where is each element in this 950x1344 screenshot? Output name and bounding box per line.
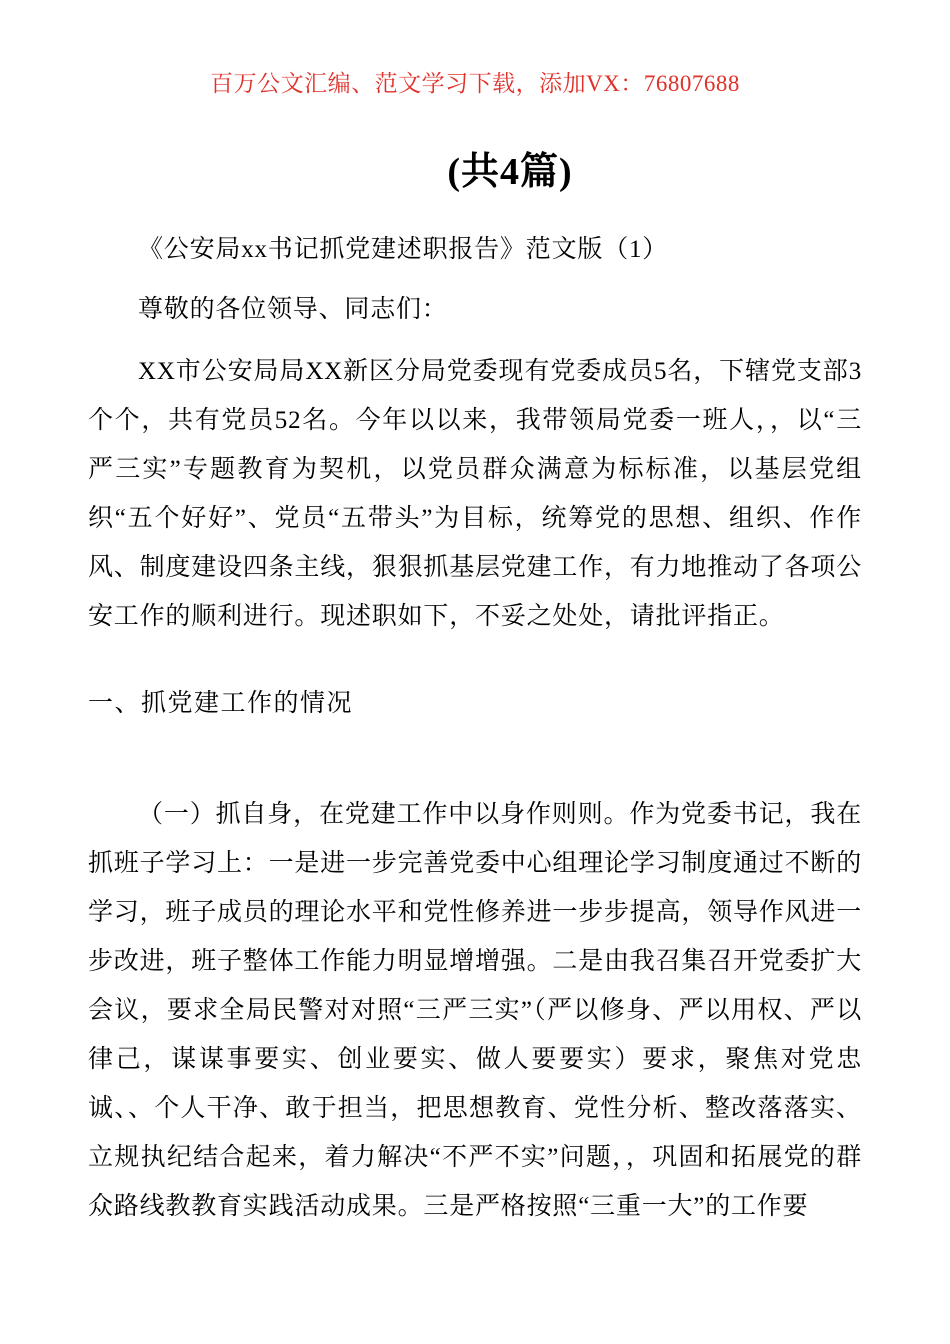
paragraph-section-1-body: （一）抓自身，在党建工作中以身作则则。作为党委书记，我在抓班子学习上：一是进一步完善党委中心组理论学习制度通过不断的学习，班子成员的理论水平和党性修养进一步步提高，领导作风进一步改进，班子整体工作能力明显增增强。二是由我召集召开党委扩大会议，要求全局民警对对照“三严三实”（严以修身、严以用权、严以律己，谋谋事要实、创业要实、做人要要实）要求，聚焦对党忠诚、、个人干净、敢于担当，把思想教育、党性分析、整改落落实、立规执纪结合起来，着力解决“不严不实”问题，，巩固和拓展党的群众路线教教育实践活动成果。三是严格按照“三重一大”的工作要 (88, 801, 863, 1220)
paragraph-salutation: 尊敬的各位领导、同志们： (138, 296, 448, 323)
paragraph-intro: XX市公安局局XX新区分局党委现有党委成员5名，下辖党支部3个个，共有党员52名。今年以以来，我带领局党委一班人，，以“三严三实”专题教育为契机，以党员群众满意为标标准，以基层党组织“五个好好”、党员“五带头”为目标，统筹党的思想、组织、作作风、制度建设四条主线，狠狠抓基层党建工作，有力地推动了各项公安工作的顺利进行。现述职如下，不妥之处处，请批评指正。 (88, 358, 863, 630)
watermark-banner: 百万公文汇编、范文学习下载，添加VX：76807688 (210, 71, 740, 96)
section-heading-1: 一、抓党建工作的情况 (88, 690, 354, 717)
paragraph-report-title: 《公安局xx书记抓党建述职报告》范文版（1） (138, 236, 669, 263)
document-title: (共4篇) (447, 151, 573, 193)
